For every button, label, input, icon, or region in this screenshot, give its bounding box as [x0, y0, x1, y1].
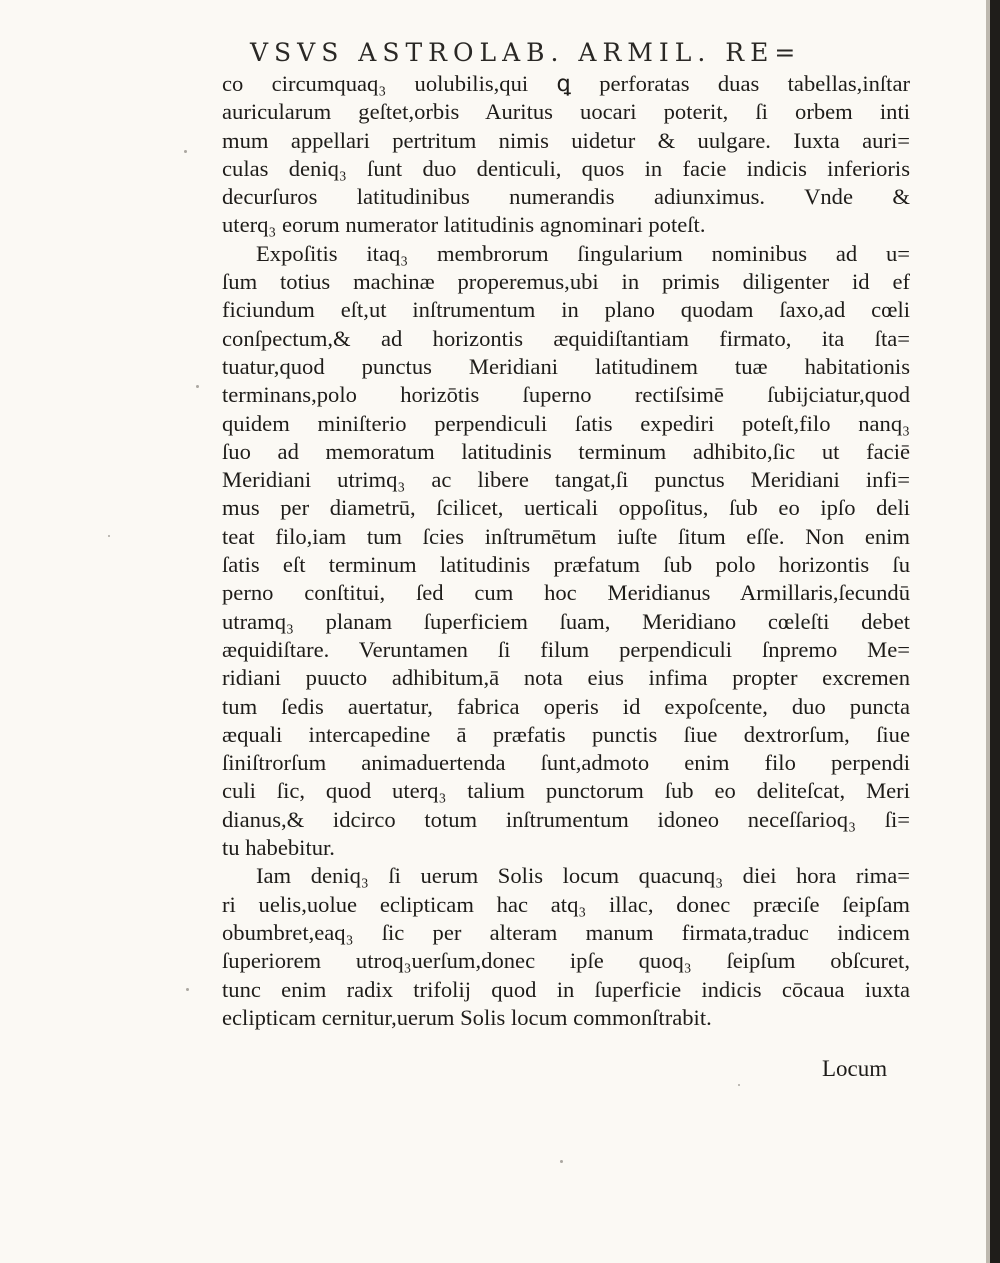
text-line: dianus,& idcirco totum inſtrumentum idoneo neceſſarioq₃ ſi=	[222, 806, 910, 832]
text-line: perno conſtitui, ſed cum hoc Meridianus Armillaris,ſecundū	[222, 580, 910, 606]
running-head: VSVS ASTROLAB. ARMIL. RE=	[250, 38, 802, 67]
text-line: teat filo,iam tum ſcies inſtrumētum iuſte ſitum eſſe. Non enim	[222, 523, 910, 549]
paragraph-3	[222, 862, 910, 1032]
ink-speck	[108, 535, 110, 537]
paragraph-2	[222, 240, 910, 863]
text-line: ſuo ad memoratum latitudinis terminum adhibito,ſic ut faciē	[222, 438, 910, 464]
text-line: tunc enim radix trifolij quod in ſuperficie indicis cōcaua iuxta	[222, 976, 910, 1002]
text-line: mum appellari pertritum nimis uidetur & uulgare. Iuxta auri=	[222, 127, 910, 153]
text-line: eclipticam cernitur,uerum Solis locum commonſtrabit.	[222, 1004, 712, 1030]
text-line: tu habebitur.	[222, 835, 335, 861]
ink-speck	[560, 1160, 563, 1163]
text-line: utramq₃ planam ſuperficiem ſuam, Meridiano cœleſti debet	[222, 608, 910, 634]
text-line: decurſuros latitudinibus numerandis adiunximus. Vnde &	[222, 184, 910, 210]
ink-speck	[738, 1084, 740, 1086]
text-line: ficiundum eſt,ut inſtrumentum in plano quodam ſaxo,ad cœli	[222, 297, 910, 323]
catchword: Locum	[822, 1056, 888, 1081]
paragraph-1	[222, 70, 910, 240]
text-line: ſum totius machinæ properemus,ubi in primis diligenter id ef	[222, 269, 910, 295]
ink-speck	[186, 988, 189, 991]
page-edge	[990, 0, 1000, 1263]
text-line: conſpectum,& ad horizontis æquidiſtantiam firmato, ita ſta=	[222, 325, 910, 351]
text-line: co circumquaq₃ uolubilis,qui ꝗ perforatas duas tabellas,inſtar	[222, 71, 910, 96]
text-line: tuatur,quod punctus Meridiani latitudinem tuæ habitationis	[222, 353, 910, 379]
text-line: obumbret,eaq₃ ſic per alteram manum firmata,traduc indicem	[222, 919, 910, 945]
text-line: ri uelis,uolue eclipticam hac atq₃ illac, donec præciſe ſeipſam	[222, 891, 910, 917]
text-line: æquali intercapedine ā præfatis punctis ſiue dextrorſum, ſiue	[222, 721, 910, 747]
text-line: auricularum geſtet,orbis Auritus uocari poterit, ſi orbem inti	[222, 99, 910, 125]
ink-speck	[196, 385, 199, 388]
text-line: ſatis eſt terminum latitudinis præfatum ſub polo horizontis ſu	[222, 552, 910, 578]
text-line: Meridiani utrimq₃ ac libere tangat,ſi punctus Meridiani infi=	[222, 467, 910, 493]
text-line: terminans,polo horizōtis ſuperno rectiſsimē ſubijciatur,quod	[222, 382, 910, 408]
text-line: ſiniſtrorſum animaduertenda ſunt,admoto enim filo perpendi	[222, 750, 910, 776]
ink-speck	[184, 150, 187, 153]
text-line: quidem miniſterio perpendiculi ſatis expediri poteſt,filo nanq₃	[222, 410, 910, 436]
text-line: mus per diametrū, ſcilicet, uerticali oppoſitus, ſub eo ipſo deli	[222, 495, 910, 521]
text-line: æquidiſtare. Veruntamen ſi filum perpendiculi ſnpremo Me=	[222, 636, 910, 662]
body-text	[222, 70, 910, 1032]
text-line: tum ſedis auertatur, fabrica operis id expoſcente, duo puncta	[222, 693, 910, 719]
text-line: ridiani puucto adhibitum,ā nota eius infima propter excremen	[222, 665, 910, 691]
text-line: Expoſitis itaq₃ membrorum ſingularium nominibus ad u=	[256, 240, 910, 266]
text-line: culi ſic, quod uterq₃ talium punctorum ſub eo deliteſcat, Meri	[222, 778, 910, 804]
text-line: culas deniq₃ ſunt duo denticuli, quos in facie indicis inferioris	[222, 155, 910, 181]
text-line: Iam deniq₃ ſi uerum Solis locum quacunq₃ diei hora rima=	[256, 863, 910, 889]
text-line: uterq₃ eorum numerator latitudinis agnominari poteſt.	[222, 212, 706, 238]
text-line: ſuperiorem utroq₃uerſum,donec ipſe quoq₃ ſeipſum obſcuret,	[222, 948, 910, 974]
